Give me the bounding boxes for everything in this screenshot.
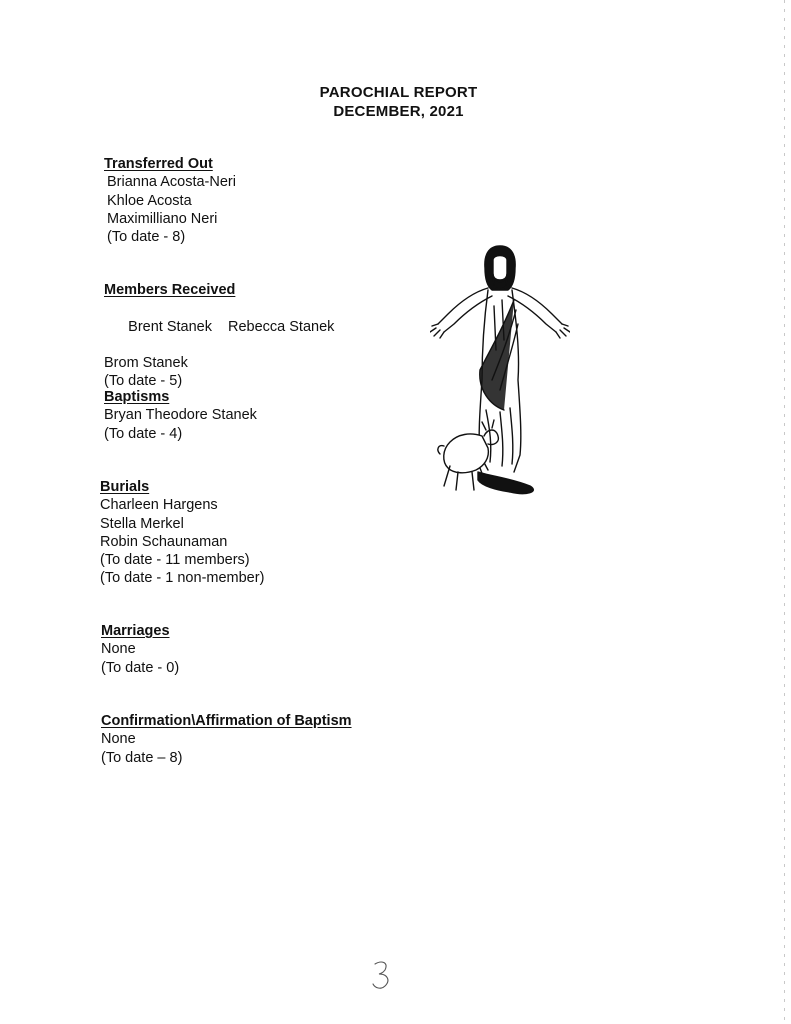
- section-heading: Marriages: [101, 623, 170, 639]
- to-date-count: (To date - 4): [104, 425, 183, 442]
- name-entry: Brom Stanek: [104, 355, 188, 372]
- entry-none: None: [101, 641, 136, 658]
- name-entry: Charleen Hargens: [100, 497, 218, 514]
- section-marriages: [101, 622, 179, 677]
- entry-none: None: [101, 731, 136, 748]
- section-heading: Transferred Out: [104, 156, 213, 172]
- report-title-line-1: PAROCHIAL REPORT: [319, 84, 478, 101]
- name-entry: Brent Stanek: [128, 318, 212, 335]
- name-entry: Rebecca Stanek: [228, 318, 335, 335]
- to-date-count: (To date - 5): [104, 373, 183, 390]
- section-heading: Confirmation\Affirmation of Baptism: [101, 713, 352, 729]
- to-date-members-count: (To date - 11 members): [100, 552, 250, 569]
- name-row: [104, 299, 334, 354]
- to-date-count: (To date – 8): [101, 749, 183, 766]
- report-title: [0, 83, 791, 121]
- name-entry: Robin Schaunaman: [100, 533, 228, 550]
- to-date-count: (To date - 0): [101, 659, 180, 676]
- handwritten-page-number: [367, 958, 395, 992]
- name-entry: Bryan Theodore Stanek: [104, 407, 257, 424]
- section-transferred-out: [104, 155, 236, 246]
- section-confirmation: [101, 712, 352, 767]
- name-entry: Stella Merkel: [100, 515, 184, 532]
- name-entry: Brianna Acosta-Neri: [107, 174, 236, 191]
- report-title-line-2: DECEMBER, 2021: [333, 103, 464, 120]
- jesus-with-lamb-illustration: [430, 240, 570, 510]
- section-heading: Baptisms: [104, 389, 170, 405]
- scan-edge-artifact: [784, 0, 785, 1024]
- section-burials: [100, 478, 264, 588]
- to-date-non-member-count: (To date - 1 non-member): [100, 570, 265, 587]
- name-entry: Khloe Acosta: [107, 192, 192, 209]
- section-baptisms: [104, 388, 257, 443]
- section-heading: Members Received: [104, 282, 236, 298]
- name-entry: Maximilliano Neri: [107, 210, 218, 227]
- section-heading: Burials: [100, 479, 150, 495]
- to-date-count: (To date - 8): [107, 229, 186, 246]
- section-members-received: [104, 281, 334, 391]
